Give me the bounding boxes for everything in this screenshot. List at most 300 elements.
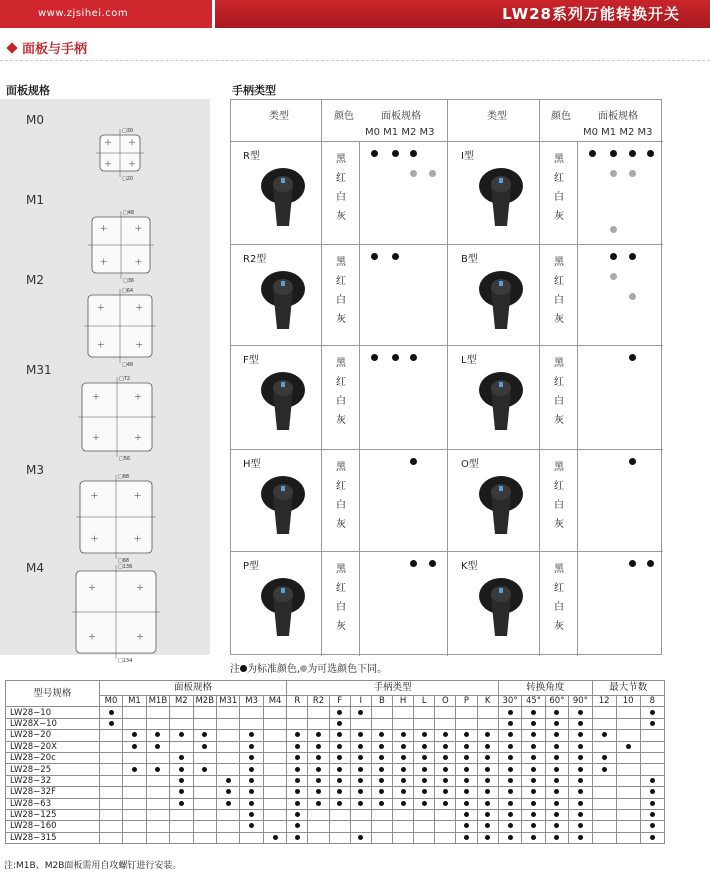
model-cell: LW28−315 — [6, 832, 100, 843]
header-model: 型号规格 — [6, 681, 100, 707]
table-row — [6, 752, 665, 763]
website-label: www.zjsihei.com — [0, 0, 212, 28]
panel-code: M2 — [26, 273, 44, 287]
dot-icon — [531, 801, 536, 806]
value-cell — [640, 707, 664, 718]
value-cell — [498, 752, 521, 763]
value-cell — [592, 707, 616, 718]
standard-color-dot — [410, 354, 417, 361]
value-cell — [414, 821, 435, 832]
panel-spec-title: 面板规格 — [6, 84, 50, 97]
value-cell — [123, 730, 146, 741]
value-cell — [477, 775, 498, 786]
value-cell — [216, 730, 239, 741]
value-cell — [240, 775, 263, 786]
value-cell — [640, 787, 664, 798]
dot-icon — [316, 744, 321, 749]
value-cell — [592, 821, 616, 832]
value-cell — [216, 809, 239, 820]
value-cell — [616, 730, 640, 741]
panel-drawing — [66, 559, 166, 667]
value-cell — [569, 764, 592, 775]
dot-icon — [202, 744, 207, 749]
value-cell — [146, 775, 169, 786]
value-cell — [545, 775, 568, 786]
dot-icon — [155, 732, 160, 737]
value-cell — [498, 718, 521, 729]
value-cell — [170, 832, 193, 843]
value-cell — [435, 821, 456, 832]
value-cell — [240, 718, 263, 729]
handle-row — [231, 552, 663, 656]
dot-icon — [554, 755, 559, 760]
dot-icon — [379, 767, 384, 772]
model-cell: LW28−25 — [6, 764, 100, 775]
dot-icon — [401, 767, 406, 772]
dot-icon — [578, 767, 583, 772]
value-cell — [640, 809, 664, 820]
value-cell — [146, 752, 169, 763]
value-cell — [640, 741, 664, 752]
value-cell — [616, 775, 640, 786]
value-cell — [350, 752, 371, 763]
model-cell: LW28−125 — [6, 809, 100, 820]
value-cell — [287, 798, 308, 809]
value-cell — [123, 764, 146, 775]
dot-icon — [508, 823, 513, 828]
value-cell — [216, 798, 239, 809]
column-header: K — [477, 696, 498, 707]
dot-icon — [401, 744, 406, 749]
value-cell — [616, 707, 640, 718]
dot-icon — [422, 778, 427, 783]
value-cell — [216, 821, 239, 832]
dot-icon — [443, 732, 448, 737]
optional-color-dot — [610, 273, 617, 280]
dot-icon — [464, 755, 469, 760]
dot-icon — [179, 789, 184, 794]
dot-icon — [295, 789, 300, 794]
value-cell — [545, 832, 568, 843]
dot-icon — [401, 789, 406, 794]
panel-drawing — [72, 371, 162, 465]
value-cell — [640, 821, 664, 832]
value-cell — [123, 718, 146, 729]
value-cell — [329, 764, 350, 775]
value-cell — [435, 798, 456, 809]
value-cell — [616, 718, 640, 729]
value-cell — [193, 730, 216, 741]
value-cell — [393, 707, 414, 718]
dot-icon — [485, 812, 490, 817]
bottom-note: 注:M1B、M2B面板需用自攻螺钉进行安装。 — [4, 861, 182, 871]
value-cell — [146, 787, 169, 798]
dot-icon — [554, 767, 559, 772]
value-cell — [456, 775, 477, 786]
value-cell — [414, 787, 435, 798]
value-cell — [435, 707, 456, 718]
handle-knob-icon — [471, 267, 531, 337]
model-cell: LW28−63 — [6, 798, 100, 809]
value-cell — [371, 832, 392, 843]
dot-icon — [464, 744, 469, 749]
dot-icon — [531, 767, 536, 772]
dot-icon — [249, 812, 254, 817]
value-cell — [414, 832, 435, 843]
col-type-2: 类型 — [487, 111, 507, 122]
handle-type-name: B型 — [461, 254, 478, 265]
dot-icon — [295, 755, 300, 760]
svg-text:□88: □88 — [118, 474, 130, 480]
value-cell — [477, 787, 498, 798]
value-cell — [263, 707, 286, 718]
dot-icon — [531, 721, 536, 726]
value-cell — [146, 707, 169, 718]
dot-icon — [578, 812, 583, 817]
dot-icon — [337, 744, 342, 749]
dot-icon — [249, 801, 254, 806]
dot-icon — [249, 744, 254, 749]
table-row — [6, 718, 665, 729]
value-cell — [498, 809, 521, 820]
value-cell — [569, 741, 592, 752]
standard-color-dot — [410, 560, 417, 567]
col-color: 颜色 — [334, 111, 354, 122]
value-cell — [193, 775, 216, 786]
value-cell — [123, 775, 146, 786]
dot-icon — [650, 801, 655, 806]
dot-icon — [531, 744, 536, 749]
dot-icon — [443, 801, 448, 806]
standard-color-dot — [629, 150, 636, 157]
dot-icon — [464, 789, 469, 794]
value-cell — [308, 832, 329, 843]
value-cell — [146, 809, 169, 820]
value-cell — [308, 787, 329, 798]
value-cell — [350, 809, 371, 820]
svg-text:□134: □134 — [118, 658, 133, 664]
dot-icon — [508, 778, 513, 783]
value-cell — [193, 787, 216, 798]
value-cell — [371, 764, 392, 775]
panel-drawing — [70, 469, 162, 567]
value-cell — [240, 787, 263, 798]
value-cell — [371, 730, 392, 741]
dot-icon — [508, 789, 513, 794]
value-cell — [456, 832, 477, 843]
value-cell — [393, 832, 414, 843]
value-cell — [477, 741, 498, 752]
value-cell — [616, 752, 640, 763]
svg-text:□64: □64 — [122, 288, 134, 294]
dot-icon — [485, 801, 490, 806]
value-cell — [350, 787, 371, 798]
standard-color-dot — [371, 354, 378, 361]
handle-row — [231, 142, 663, 245]
value-cell — [146, 821, 169, 832]
value-cell — [616, 809, 640, 820]
dot-icon — [578, 835, 583, 840]
handle-type-name: H型 — [243, 459, 261, 470]
column-header: 45° — [522, 696, 545, 707]
dot-icon — [422, 789, 427, 794]
dot-icon — [249, 755, 254, 760]
dot-icon — [249, 789, 254, 794]
color-list: 黑 红 白 灰 — [336, 358, 346, 426]
value-cell — [498, 821, 521, 832]
value-cell — [456, 798, 477, 809]
value-cell — [308, 798, 329, 809]
value-cell — [498, 730, 521, 741]
value-cell — [287, 752, 308, 763]
column-header: 10 — [616, 696, 640, 707]
dot-icon — [531, 710, 536, 715]
value-cell — [545, 707, 568, 718]
dot-icon — [531, 789, 536, 794]
value-cell — [435, 718, 456, 729]
value-cell — [193, 832, 216, 843]
dot-icon — [226, 801, 231, 806]
spec-table — [5, 680, 665, 844]
value-cell — [329, 730, 350, 741]
color-list: 黑 红 白 灰 — [554, 462, 564, 530]
value-cell — [592, 718, 616, 729]
column-header: L — [414, 696, 435, 707]
value-cell — [393, 764, 414, 775]
panel-code: M0 — [26, 113, 44, 127]
dot-icon — [316, 755, 321, 760]
dot-icon — [485, 789, 490, 794]
value-cell — [308, 707, 329, 718]
value-cell — [393, 787, 414, 798]
standard-color-dot — [610, 150, 617, 157]
dot-icon — [132, 744, 137, 749]
dot-icon — [443, 778, 448, 783]
value-cell — [456, 718, 477, 729]
dot-icon — [578, 744, 583, 749]
table-row — [6, 798, 665, 809]
dot-icon — [554, 732, 559, 737]
dot-icon — [554, 744, 559, 749]
value-cell — [477, 752, 498, 763]
value-cell — [569, 775, 592, 786]
value-cell — [456, 787, 477, 798]
dot-icon — [295, 823, 300, 828]
dot-icon — [531, 812, 536, 817]
color-list: 黑 红 白 灰 — [554, 358, 564, 426]
value-cell — [350, 775, 371, 786]
value-cell — [193, 809, 216, 820]
dot-icon — [650, 710, 655, 715]
value-cell — [329, 752, 350, 763]
dot-icon — [358, 710, 363, 715]
model-cell: LW28−20c — [6, 752, 100, 763]
value-cell — [287, 707, 308, 718]
dot-icon — [316, 789, 321, 794]
dot-icon — [401, 732, 406, 737]
value-cell — [569, 787, 592, 798]
value-cell — [569, 752, 592, 763]
dot-icon — [109, 710, 114, 715]
value-cell — [592, 832, 616, 843]
standard-color-dot — [371, 150, 378, 157]
dot-icon — [337, 732, 342, 737]
value-cell — [498, 741, 521, 752]
value-cell — [545, 730, 568, 741]
dot-icon — [508, 767, 513, 772]
value-cell — [640, 718, 664, 729]
dot-icon — [508, 744, 513, 749]
value-cell — [146, 798, 169, 809]
column-header: R — [287, 696, 308, 707]
column-header: M1 — [123, 696, 146, 707]
value-cell — [170, 809, 193, 820]
value-cell — [123, 741, 146, 752]
dot-icon — [422, 744, 427, 749]
standard-color-dot — [629, 458, 636, 465]
column-header: 12 — [592, 696, 616, 707]
value-cell — [414, 775, 435, 786]
value-cell — [592, 741, 616, 752]
value-cell — [170, 707, 193, 718]
dot-icon — [650, 789, 655, 794]
column-header: P — [456, 696, 477, 707]
dot-icon — [132, 732, 137, 737]
value-cell — [193, 741, 216, 752]
column-header: 30° — [498, 696, 521, 707]
value-cell — [193, 718, 216, 729]
dot-icon — [379, 732, 384, 737]
standard-color-dot — [629, 253, 636, 260]
dot-icon — [179, 778, 184, 783]
value-cell — [545, 809, 568, 820]
value-cell — [287, 718, 308, 729]
handle-type-name: P型 — [243, 561, 260, 572]
table-row — [6, 832, 665, 843]
value-cell — [216, 718, 239, 729]
dot-icon — [508, 721, 513, 726]
value-cell — [477, 809, 498, 820]
page-title: LW28系列万能转换开关 — [215, 0, 710, 28]
value-cell — [477, 730, 498, 741]
optional-color-dot — [629, 293, 636, 300]
svg-text:□72: □72 — [119, 376, 131, 382]
column-header: M31 — [216, 696, 239, 707]
value-cell — [616, 764, 640, 775]
handle-type-name: F型 — [243, 355, 259, 366]
value-cell — [287, 775, 308, 786]
value-cell — [592, 787, 616, 798]
value-cell — [329, 798, 350, 809]
value-cell — [287, 741, 308, 752]
dot-icon — [226, 778, 231, 783]
value-cell — [329, 775, 350, 786]
value-cell — [522, 821, 545, 832]
value-cell — [146, 741, 169, 752]
value-cell — [640, 798, 664, 809]
value-cell — [170, 775, 193, 786]
value-cell — [287, 764, 308, 775]
value-cell — [263, 787, 286, 798]
dot-icon — [508, 732, 513, 737]
dot-icon — [295, 744, 300, 749]
value-cell — [240, 707, 263, 718]
handle-knob-icon — [253, 472, 313, 542]
value-cell — [616, 787, 640, 798]
dot-icon — [554, 710, 559, 715]
dot-icon — [422, 767, 427, 772]
black-dot-icon — [240, 665, 247, 672]
dot-icon — [578, 823, 583, 828]
value-cell — [616, 832, 640, 843]
value-cell — [393, 752, 414, 763]
handle-knob-icon — [253, 267, 313, 337]
panel-drawing — [90, 123, 150, 185]
dot-icon — [650, 721, 655, 726]
dot-icon — [358, 767, 363, 772]
dot-icon — [295, 801, 300, 806]
value-cell — [99, 741, 122, 752]
standard-color-dot — [429, 560, 436, 567]
header-handle: 手柄类型 — [287, 681, 499, 696]
dot-icon — [508, 801, 513, 806]
dot-icon — [316, 767, 321, 772]
value-cell — [498, 832, 521, 843]
value-cell — [263, 752, 286, 763]
dot-icon — [443, 755, 448, 760]
column-header: M0 — [99, 696, 122, 707]
value-cell — [545, 764, 568, 775]
value-cell — [435, 809, 456, 820]
value-cell — [640, 832, 664, 843]
optional-color-dot — [629, 170, 636, 177]
value-cell — [569, 809, 592, 820]
dot-icon — [508, 812, 513, 817]
column-header: H — [393, 696, 414, 707]
dot-icon — [443, 767, 448, 772]
value-cell — [263, 741, 286, 752]
value-cell — [350, 730, 371, 741]
handle-type-name: I型 — [461, 151, 474, 162]
dot-icon — [554, 812, 559, 817]
value-cell — [193, 752, 216, 763]
value-cell — [569, 821, 592, 832]
value-cell — [456, 730, 477, 741]
handle-type-title: 手柄类型 — [232, 84, 276, 97]
value-cell — [329, 718, 350, 729]
value-cell — [99, 809, 122, 820]
table-row — [6, 821, 665, 832]
value-cell — [498, 787, 521, 798]
dot-icon — [202, 767, 207, 772]
value-cell — [371, 787, 392, 798]
dot-icon — [650, 835, 655, 840]
dot-icon — [358, 755, 363, 760]
value-cell — [240, 809, 263, 820]
dot-icon — [337, 767, 342, 772]
table-row — [6, 809, 665, 820]
color-list: 黑 红 白 灰 — [554, 257, 564, 325]
value-cell — [99, 821, 122, 832]
value-cell — [240, 821, 263, 832]
value-cell — [616, 741, 640, 752]
dot-icon — [443, 744, 448, 749]
value-cell — [522, 775, 545, 786]
dot-icon — [179, 801, 184, 806]
value-cell — [477, 798, 498, 809]
value-cell — [545, 798, 568, 809]
dot-icon — [358, 801, 363, 806]
